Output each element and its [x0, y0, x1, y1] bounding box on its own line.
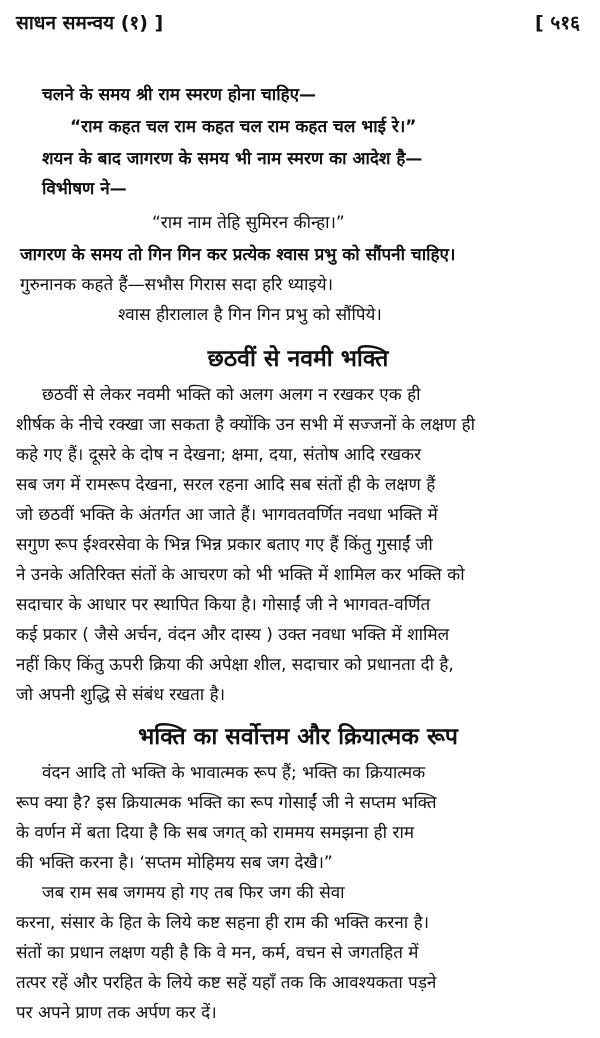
- paragraph-line: शीर्षक के नीचे रक्खा जा सकता है क्योंकि उन सभी में सज्जनों के लक्षण ही: [16, 415, 476, 435]
- paragraph-line: नहीं किए किंतु ऊपरी क्रिया की अपेक्षा शील, सदाचार को प्रधानता दी है,: [16, 655, 454, 675]
- intro-line-4: जागरण के समय तो गिन गिन कर प्रत्येक श्वास प्रभु को सौंपनी चाहिए।: [20, 245, 456, 265]
- paragraph-line: तत्पर रहें और परहित के लिये कष्ट सहें यहाँ तक कि आवश्यकता पड़ने: [16, 973, 437, 993]
- paragraph-line: कहे गए हैं। दूसरे के दोष न देखना; क्षमा, दया, संतोष आदि रखकर: [16, 445, 422, 465]
- paragraph-line: के वर्णन में बता दिया है कि सब जगत् को राममय समझना ही राम: [16, 823, 415, 843]
- intro-line-6: श्वास हीरालाल है गिन गिन प्रभु को सौंपिये।: [118, 305, 382, 325]
- paragraph-line: रूप क्या है? इस क्रियात्मक भक्ति का रूप गोसाईं जी ने सप्तम भक्ति: [16, 793, 437, 813]
- paragraph-line: ने उनके अतिरिक्त संतों के आचरण को भी भक्ति में शामिल कर भक्ति को: [16, 565, 465, 585]
- paragraph-line: सदाचार के आधार पर स्थापित किया है। गोसाईं जी ने भागवत-वर्णित: [16, 595, 431, 615]
- paragraph-line: की भक्ति करना है। ‘सप्तम मोहिमय सब जग देखै।”: [16, 853, 333, 873]
- page-number: [ ५१६: [535, 12, 580, 34]
- quote-ram-kahat: “राम कहत चल राम कहत चल राम कहत चल भाई रे।”: [70, 117, 417, 137]
- section-1-paragraph: [16, 380, 580, 710]
- paragraph-line: कई प्रकार ( जैसे अर्चन, वंदन और दास्य ) उक्त नवधा भक्ति में शामिल: [16, 625, 450, 645]
- paragraph-line: छठवीं से लेकर नवमी भक्ति को अलग अलग न रखकर एक ही: [42, 385, 421, 405]
- intro-line-2: शयन के बाद जागरण के समय भी नाम स्मरण का आदेश है—: [42, 149, 423, 169]
- paragraph-line: पर अपने प्राण तक अर्पण कर दें।: [16, 1003, 217, 1023]
- paragraph-line: जो अपनी शुद्धि से संबंध रखता है।: [16, 685, 226, 705]
- section-2-paragraph-2: [16, 878, 580, 1028]
- quote-ram-naam: “राम नाम तेहि सुमिरन कीन्हा।”: [152, 213, 345, 233]
- intro-line-5: गुरुनानक कहते हैं—सभौस गिरास सदा हरि ध्याइये।: [20, 275, 334, 295]
- paragraph-line: वंदन आदि तो भक्ति के भावात्मक रूप हैं; भक्ति का क्रियात्मक: [42, 763, 426, 783]
- paragraph-line: करना, संसार के हित के लिये कष्ट सहना ही राम की भक्ति करना है।: [16, 913, 430, 933]
- page-header: [16, 0, 580, 44]
- paragraph-line: जो छठवीं भक्ति के अंतर्गत आ जाते हैं। भागवतवर्णित नवधा भक्ति में: [16, 505, 438, 525]
- paragraph-line: संतों का प्रधान लक्षण यही है कि वे मन, कर्म, वचन से जगतहित में: [16, 943, 419, 963]
- paragraph-line: जब राम सब जगमय हो गए तब फिर जग की सेवा: [42, 883, 345, 903]
- intro-line-3: विभीषण ने—: [42, 179, 127, 199]
- intro-line-1: चलने के समय श्री राम स्मरण होना चाहिए—: [42, 85, 317, 105]
- section-heading-2: भक्ति का सर्वोत्तम और क्रियात्मक रूप: [138, 724, 458, 750]
- section-2-paragraph-1: [16, 758, 580, 878]
- running-title: साधन समन्वय (१) ]: [16, 12, 164, 34]
- section-heading-1: छठवीं से नवमी भक्ति: [207, 346, 389, 372]
- paragraph-line: सगुण रूप ईश्वरसेवा के भिन्न भिन्न प्रकार बताए गए हैं किंतु गुसाईं जी: [16, 535, 433, 555]
- paragraph-line: सब जग में रामरूप देखना, सरल रहना आदि सब संतों ही के लक्षण हैं: [16, 475, 436, 495]
